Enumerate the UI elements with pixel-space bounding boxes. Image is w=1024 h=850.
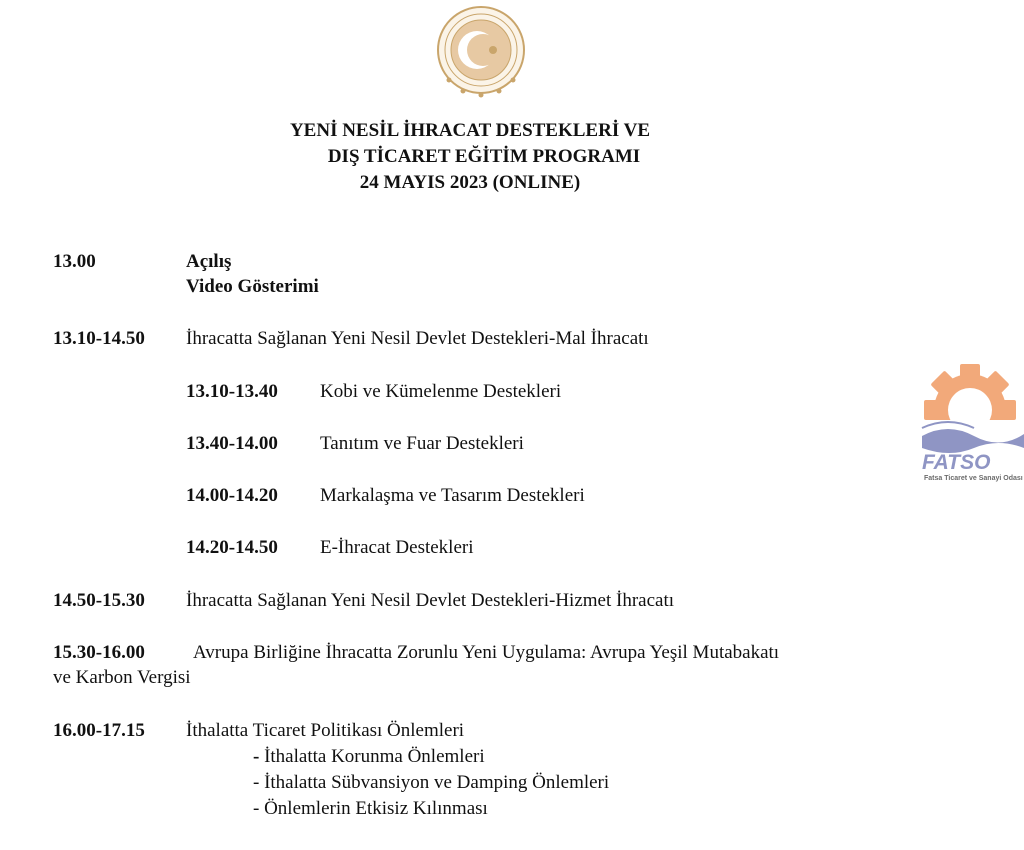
session-title: E-İhracat Destekleri [320, 537, 474, 558]
schedule-title: İthalatta Ticaret Politikası Önlemleri [186, 720, 465, 741]
bullet-text: İthalatta Korunma Önlemleri [264, 746, 485, 767]
bullet-text: İthalatta Sübvansiyon ve Damping Önlemleri [264, 772, 610, 793]
bullet-item: - Önlemlerin Etkisiz Kılınması [253, 798, 488, 819]
session-title: Kobi ve Kümelenme Destekleri [320, 381, 562, 402]
bullet-text: Önlemlerin Etkisiz Kılınması [264, 798, 488, 819]
schedule-title: İhracatta Sağlanan Yeni Nesil Devlet Destekleri-Hizmet İhracatı [186, 590, 675, 611]
fatso-logo-subtitle: Fatsa Ticaret ve Sanayi Odası [924, 475, 1023, 482]
fatso-logo-name: FATSO [922, 451, 991, 474]
schedule-time: 15.30-16.00 [53, 642, 145, 663]
schedule-title: Avrupa Birliğine İhracatta Zorunlu Yeni Uygulama: Avrupa Yeşil Mutabakatı [193, 642, 780, 663]
ministry-seal-logo [433, 4, 529, 100]
session-title: Markalaşma ve Tasarım Destekleri [320, 485, 585, 506]
schedule-title: İhracatta Sağlanan Yeni Nesil Devlet Destekleri-Mal İhracatı [186, 328, 649, 349]
session-time: 14.20-14.50 [186, 537, 278, 558]
bullet-item: - İthalatta Korunma Önlemleri [253, 746, 485, 767]
program-date: 24 MAYIS 2023 (ONLINE) [359, 172, 581, 193]
program-title-line-1: YENİ NESİL İHRACAT DESTEKLERİ VE [289, 120, 651, 141]
schedule-time: 16.00-17.15 [53, 720, 145, 741]
program-title-line-2: DIŞ TİCARET EĞİTİM PROGRAMI [327, 146, 641, 167]
schedule-time: 13.10-14.50 [53, 328, 145, 349]
session-time: 13.10-13.40 [186, 381, 278, 402]
schedule-time: 13.00 [53, 251, 96, 272]
session-time: 13.40-14.00 [186, 433, 278, 454]
session-time: 14.00-14.20 [186, 485, 278, 506]
session-title: Tanıtım ve Fuar Destekleri [320, 433, 524, 454]
schedule-title-continued: ve Karbon Vergisi [53, 667, 191, 688]
schedule-time: 14.50-15.30 [53, 590, 145, 611]
schedule-item-opening: Açılış [186, 251, 232, 272]
bullet-item: - İthalatta Sübvansiyon ve Damping Önlemleri [253, 772, 610, 793]
schedule-item-video: Video Gösterimi [186, 276, 319, 297]
